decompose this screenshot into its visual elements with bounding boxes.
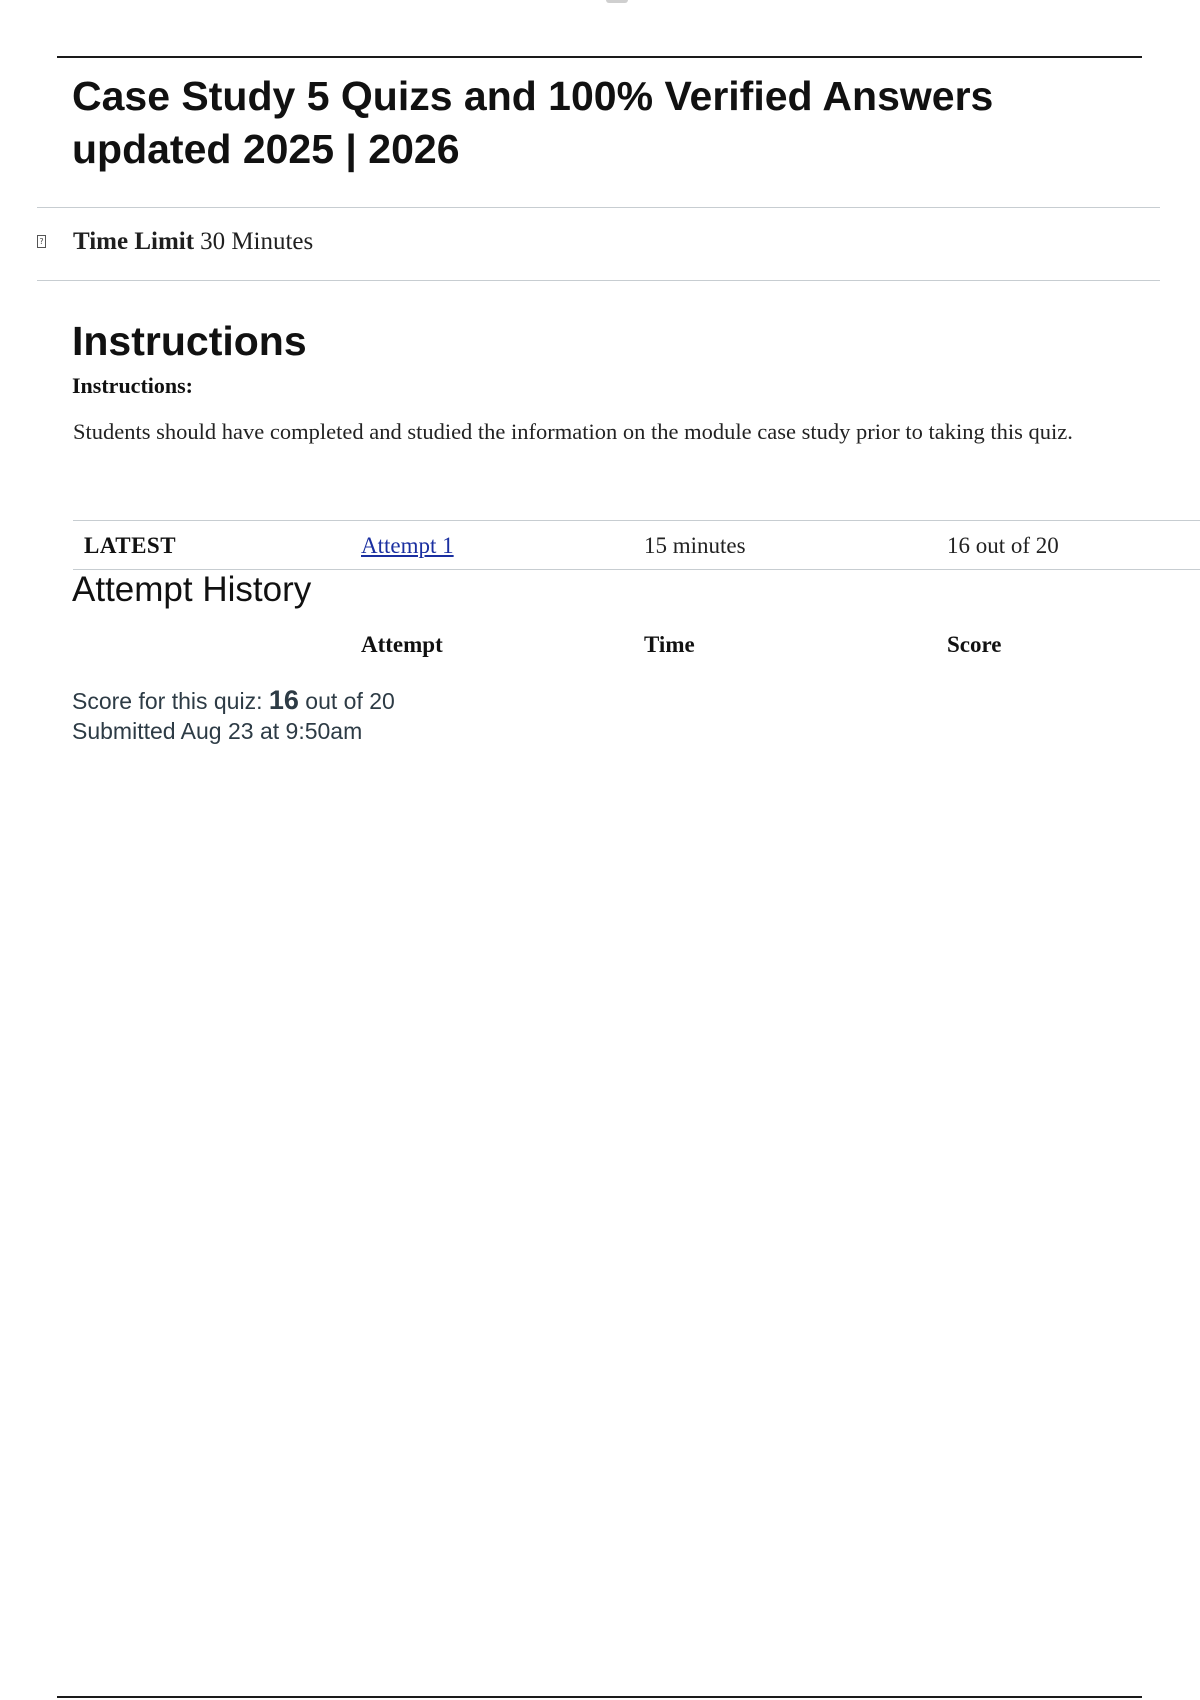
instructions-heading: Instructions xyxy=(72,318,307,364)
score-prefix: Score for this quiz: xyxy=(72,688,269,714)
instructions-body: Students should have completed and studied the information on the module case study prior to taking this quiz. xyxy=(73,419,1073,444)
score-value: 16 xyxy=(268,685,299,715)
time-limit-label: Time Limit xyxy=(73,228,195,255)
attempt-history-header xyxy=(73,632,1200,664)
attempt-history-heading: Attempt History xyxy=(72,570,312,609)
latest-badge: LATEST xyxy=(84,533,177,558)
submitted-timestamp: Submitted Aug 23 at 9:50am xyxy=(72,718,363,744)
page-top-rule xyxy=(57,56,1142,58)
attempt-1-link[interactable]: Attempt 1 xyxy=(361,533,454,558)
column-header-time: Time xyxy=(644,632,695,657)
column-header-score: Score xyxy=(947,632,1002,657)
time-limit-value: 30 Minutes xyxy=(200,228,314,255)
page-top-mark xyxy=(606,0,628,3)
column-header-attempt: Attempt xyxy=(361,632,443,657)
latest-attempt-score: 16 out of 20 xyxy=(947,533,1059,558)
info-icon: ? xyxy=(37,235,46,248)
page-title: Case Study 5 Quizs and 100% Verified Answers updated 2025 | 2026 xyxy=(72,73,994,172)
latest-attempt-row xyxy=(73,520,1200,570)
quiz-score xyxy=(72,684,395,717)
quiz-meta-bar xyxy=(37,207,1160,281)
time-limit xyxy=(73,226,313,258)
instructions-subheading: Instructions: xyxy=(72,373,194,398)
score-suffix: out of 20 xyxy=(298,688,395,714)
page-bottom-rule xyxy=(57,1696,1142,1698)
latest-attempt-time: 15 minutes xyxy=(644,533,746,558)
